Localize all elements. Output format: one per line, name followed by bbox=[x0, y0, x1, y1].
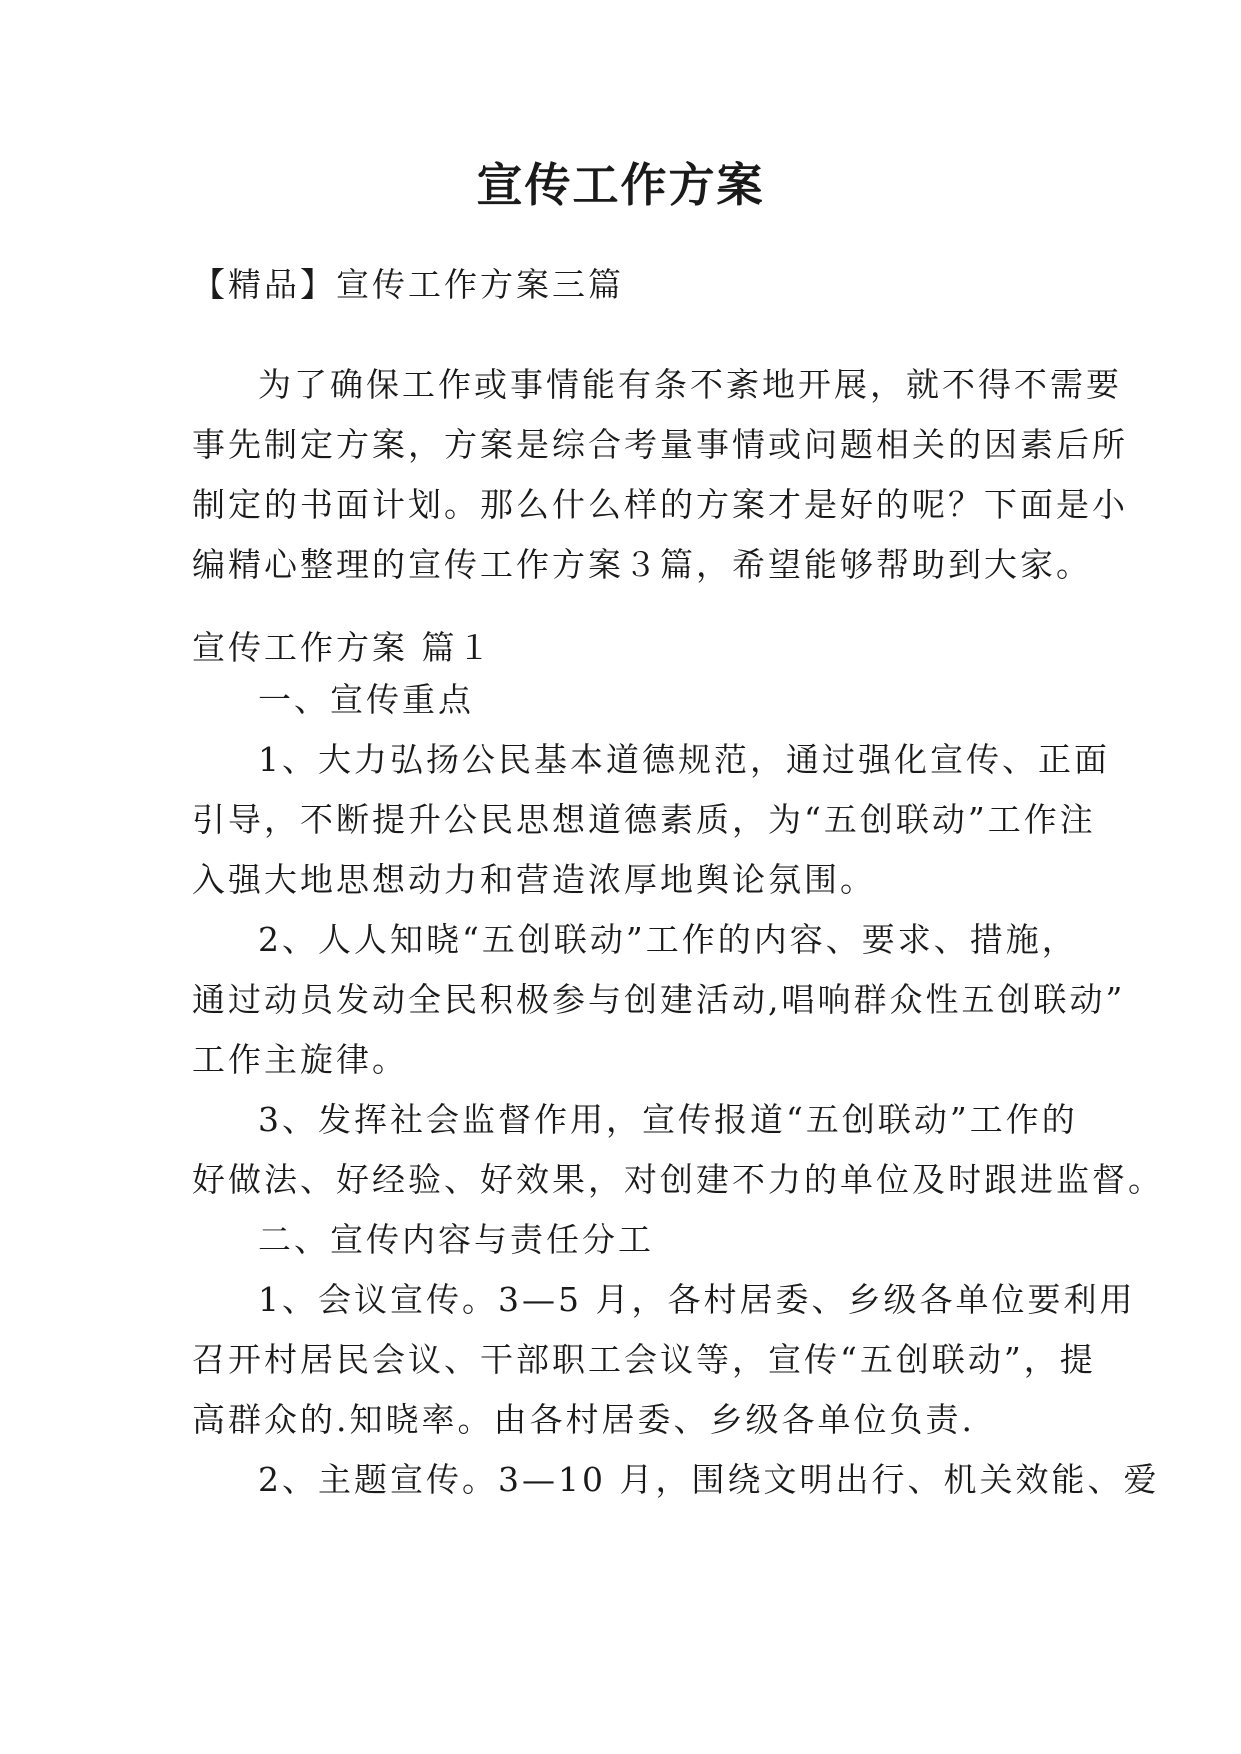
document-title: 宣传工作方案 bbox=[476, 158, 765, 212]
body-line: 2、人人知晓“五创联动”工作的内容、要求、措施， bbox=[258, 920, 1078, 959]
body-line: 通过动员发动全民积极参与创建活动,唱响群众性五创联动” bbox=[192, 980, 1126, 1019]
body-line: 召开村居民会议、干部职工会议等，宣传“五创联动”，提 bbox=[192, 1340, 1096, 1379]
body-line: 3、发挥社会监督作用，宣传报道“五创联动”工作的 bbox=[258, 1100, 1078, 1139]
intro-line: 编精心整理的宣传工作方案３篇，希望能够帮助到大家。 bbox=[192, 545, 1092, 584]
intro-line: 制定的书面计划。那么什么样的方案才是好的呢？下面是小 bbox=[192, 485, 1128, 524]
section-heading: 宣传工作方案 篇１ bbox=[192, 628, 494, 667]
body-line: 好做法、好经验、好效果，对创建不力的单位及时跟进监督。 bbox=[192, 1160, 1164, 1199]
body-line: 入强大地思想动力和营造浓厚地舆论氛围。 bbox=[192, 860, 876, 899]
body-line: 一、宣传重点 bbox=[258, 680, 474, 719]
intro-line: 事先制定方案，方案是综合考量事情或问题相关的因素后所 bbox=[192, 425, 1128, 464]
body-line: 1、会议宣传。3—5 月，各村居委、乡级各单位要利用 bbox=[258, 1280, 1136, 1319]
body-line: 高群众的.知晓率。由各村居委、乡级各单位负责. bbox=[192, 1400, 975, 1439]
intro-line: 为了确保工作或事情能有条不紊地开展，就不得不需要 bbox=[258, 365, 1122, 404]
body-line: 工作主旋律。 bbox=[192, 1040, 408, 1079]
section-body bbox=[192, 670, 1164, 1510]
body-line: 引导，不断提升公民思想道德素质，为“五创联动”工作注 bbox=[192, 800, 1096, 839]
document-subtitle: 【精品】宣传工作方案三篇 bbox=[192, 265, 624, 304]
body-line: 1、大力弘扬公民基本道德规范，通过强化宣传、正面 bbox=[258, 740, 1110, 779]
body-line: 二、宣传内容与责任分工 bbox=[258, 1220, 654, 1259]
intro-paragraph bbox=[192, 355, 1128, 595]
body-line: 2、主题宣传。3—10 月，围绕文明出行、机关效能、爱 bbox=[258, 1460, 1160, 1499]
